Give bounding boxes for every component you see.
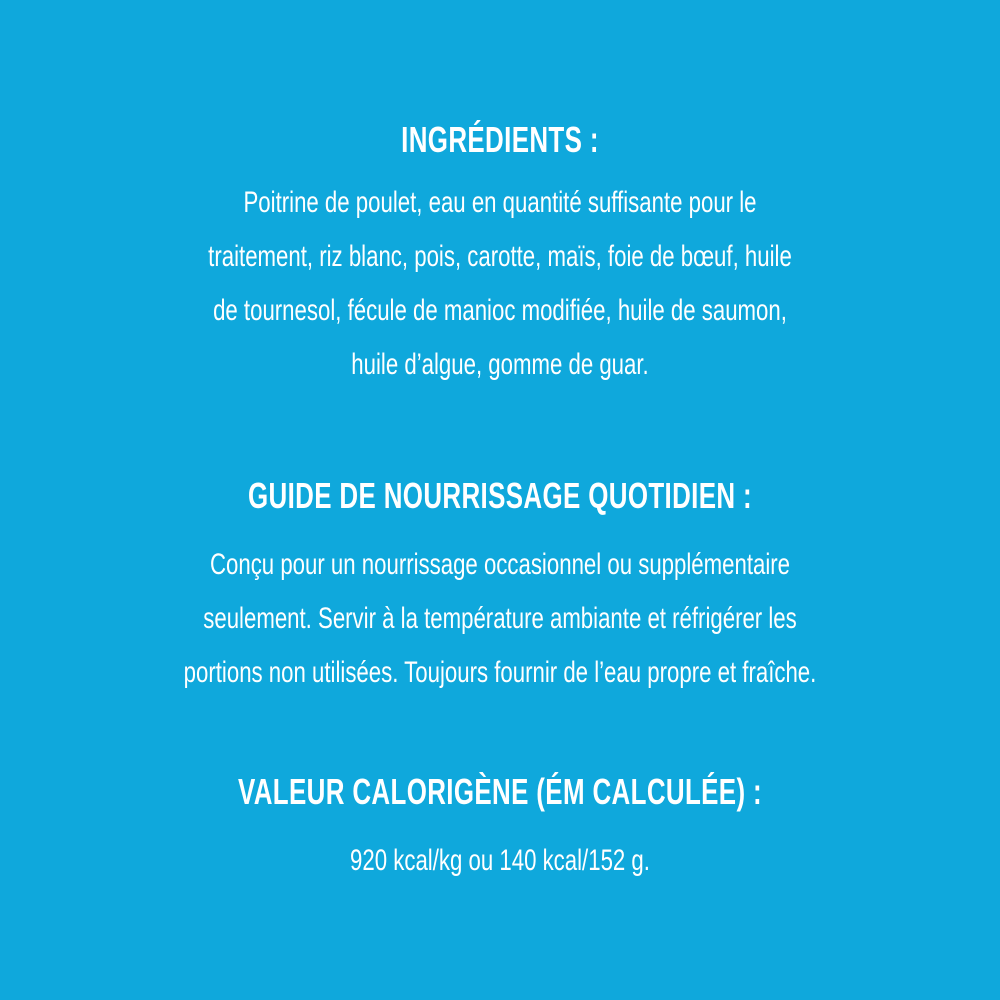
feeding-guide-line: portions non utilisées. Toujours fournir de l’eau propre et fraîche. (183, 656, 817, 689)
feeding-guide-line: Conçu pour un nourrissage occasionnel ou supplémentaire (209, 548, 791, 581)
calorie-text (174, 834, 825, 888)
feeding-guide-line: seulement. Servir à la température ambiante et réfrigérer les (203, 602, 797, 635)
ingredients-line: de tournesol, fécule de manioc modifiée, huile de saumon, (213, 294, 787, 327)
ingredients-line: traitement, riz blanc, pois, carotte, maïs, foie de bœuf, huile (208, 240, 792, 273)
ingredients-line: huile d’algue, gomme de guar. (351, 348, 649, 381)
ingredients-section (60, 118, 940, 392)
feeding-guide-section (60, 474, 940, 700)
ingredients-heading: INGRÉDIENTS : (401, 119, 599, 160)
ingredients-text (174, 176, 825, 392)
feeding-guide-text (174, 538, 825, 700)
calorie-heading: VALEUR CALORIGÈNE (ÉM CALCULÉE) : (237, 771, 763, 812)
calorie-line: 920 kcal/kg ou 140 kcal/152 g. (350, 844, 650, 877)
ingredients-line: Poitrine de poulet, eau en quantité suffisante pour le (243, 186, 757, 219)
calorie-section (60, 770, 940, 888)
feeding-guide-heading: GUIDE DE NOURRISSAGE QUOTIDIEN : (247, 475, 753, 516)
